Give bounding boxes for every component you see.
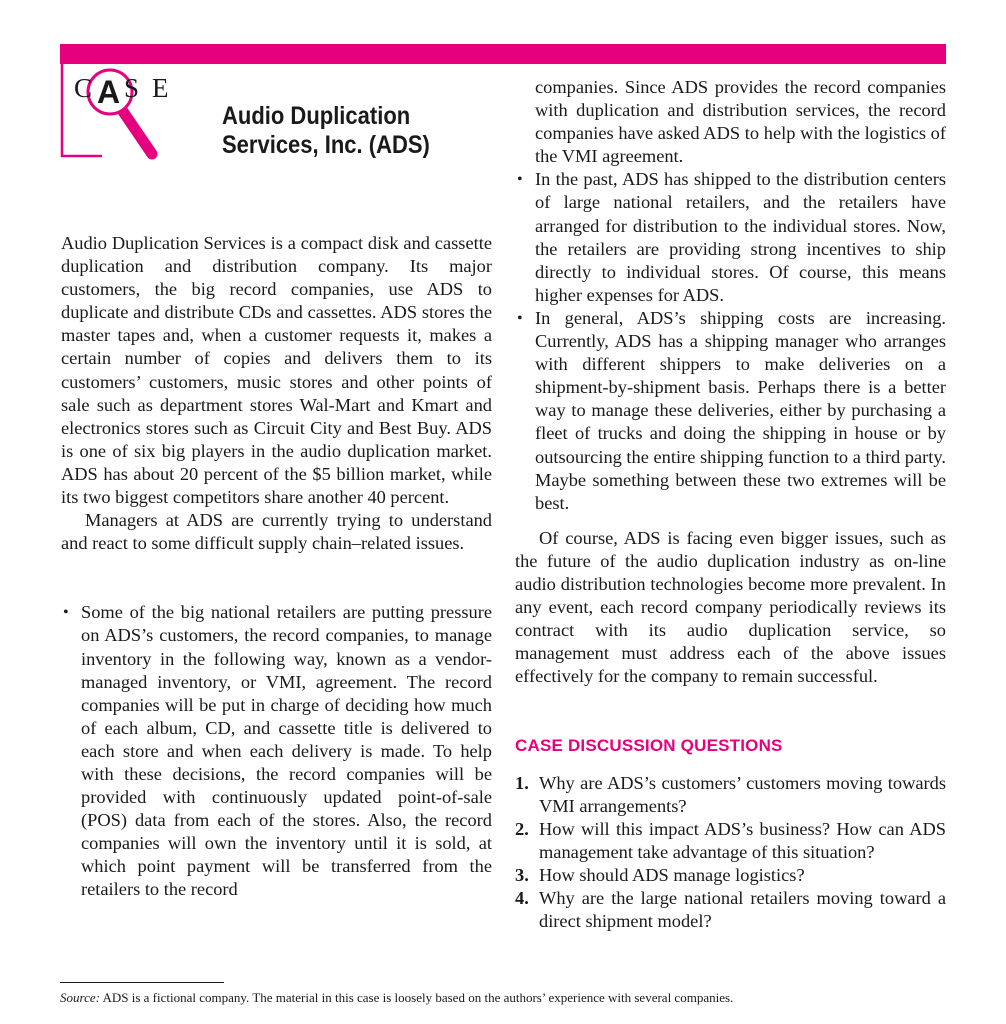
issue-bullet-vmi	[61, 601, 492, 901]
issue-bullet-shipping-costs	[515, 307, 946, 515]
footnote-label: Source:	[60, 990, 100, 1005]
question-text: Why are the large national retailers moving toward a direct shipment model?	[539, 888, 946, 932]
bullet-icon: •	[517, 309, 523, 327]
left-column	[61, 232, 492, 902]
question-number: 4.	[515, 888, 529, 908]
logo-letter-e: E	[152, 73, 169, 103]
bullet-icon: •	[63, 604, 69, 622]
logo-letter-a: A	[97, 74, 121, 110]
case-title: Audio Duplication Services, Inc. (ADS)	[222, 102, 430, 159]
issue-bullet-direct-shipping	[515, 168, 946, 307]
issues-list	[61, 601, 492, 901]
managers-paragraph: Managers at ADS are currently trying to understand and react to some difficult supply chain–related issues.	[61, 510, 492, 554]
bullet-icon: •	[517, 171, 523, 189]
question-text: Why are ADS’s customers’ customers moving towards VMI arrangements?	[539, 772, 946, 816]
issue-text: In general, ADS’s shipping costs are increasing. Currently, ADS has a shipping manager who arranges with different shippers to make deliveries on a shipment-by-shipment basis. Perhaps there is a better way to manage these deliveries, either by purchasing a fleet of trucks and doing the shipping in house or by outsourcing the entire shipping function to a third party. Maybe something between these two extremes will be best.	[535, 307, 946, 513]
logo-letter-c: C	[74, 73, 93, 103]
question-item	[515, 864, 946, 887]
right-column	[515, 76, 946, 933]
vmi-continuation: companies. Since ADS provides the record companies with duplication and distribution services, the record companies have asked ADS to help with the logistics of the VMI agreement.	[535, 77, 946, 167]
question-number: 2.	[515, 818, 529, 839]
questions-heading: CASE DISCUSSION QUESTIONS	[515, 736, 783, 756]
issues-list-continued	[515, 168, 946, 514]
bigger-issues-paragraph: Of course, ADS is facing even bigger issues, such as the future of the audio duplication industry as on-line audio distribution technologies become more prevalent. In any event, each record company periodically reviews its contract with its audio duplication service, so management must address each of the above issues effectively for the company to remain successful.	[515, 527, 946, 687]
question-number: 1.	[515, 772, 529, 793]
footnote	[60, 990, 946, 1006]
case-logo	[60, 64, 180, 164]
question-item	[515, 887, 946, 933]
header-accent-bar	[60, 44, 946, 64]
intro-paragraph: Audio Duplication Services is a compact disk and cassette duplication and distribution company. Its major customers, the big record companies, use ADS to duplicate and distribute CDs and cassettes. ADS stores the master tapes and, when a customer requests it, makes a certain number of copies and delivers them to its customers’ customers, music stores and other points of sale such as department stores Wal-Mart and Kmart and electronics stores such as Circuit City and Best Buy. ADS is one of six big players in the audio duplication market. ADS has about 20 percent of the $5 billion market, while its two biggest competitors share another 40 percent.	[61, 233, 492, 508]
questions-list	[515, 772, 946, 934]
footnote-text: ADS is a fictional company. The material in this case is loosely based on the authors’ experience with several companies.	[99, 990, 734, 1005]
footnote-divider	[60, 982, 224, 983]
issue-text: Some of the big national retailers are putting pressure on ADS’s customers, the record companies, to manage inventory in the following way, known as a vendor-managed inventory, or VMI, agreement. The record companies will be put in charge of deciding how much of each album, CD, and cassette title is delivered to each store and when each delivery is made. To help with these decisions, the record companies will be provided with continuously updated point-of-sale (POS) data from each of the stores. Also, the record companies will own the inventory until it is sold, at which point payment will be transferred from the retailers to the record	[81, 602, 492, 900]
question-number: 3.	[515, 864, 529, 885]
question-item	[515, 818, 946, 864]
question-item	[515, 772, 946, 818]
question-text: How will this impact ADS’s business? How can ADS management take advantage of this situation?	[539, 818, 946, 862]
question-text: How should ADS manage logistics?	[539, 864, 805, 885]
logo-letter-s: S	[124, 73, 140, 103]
issue-text: In the past, ADS has shipped to the distribution centers of large national retailers, and the retailers have arranged for distribution to the individual stores. Now, the retailers are providing strong incentives to ship directly to individual stores. Of course, this means higher expenses for ADS.	[535, 169, 946, 305]
